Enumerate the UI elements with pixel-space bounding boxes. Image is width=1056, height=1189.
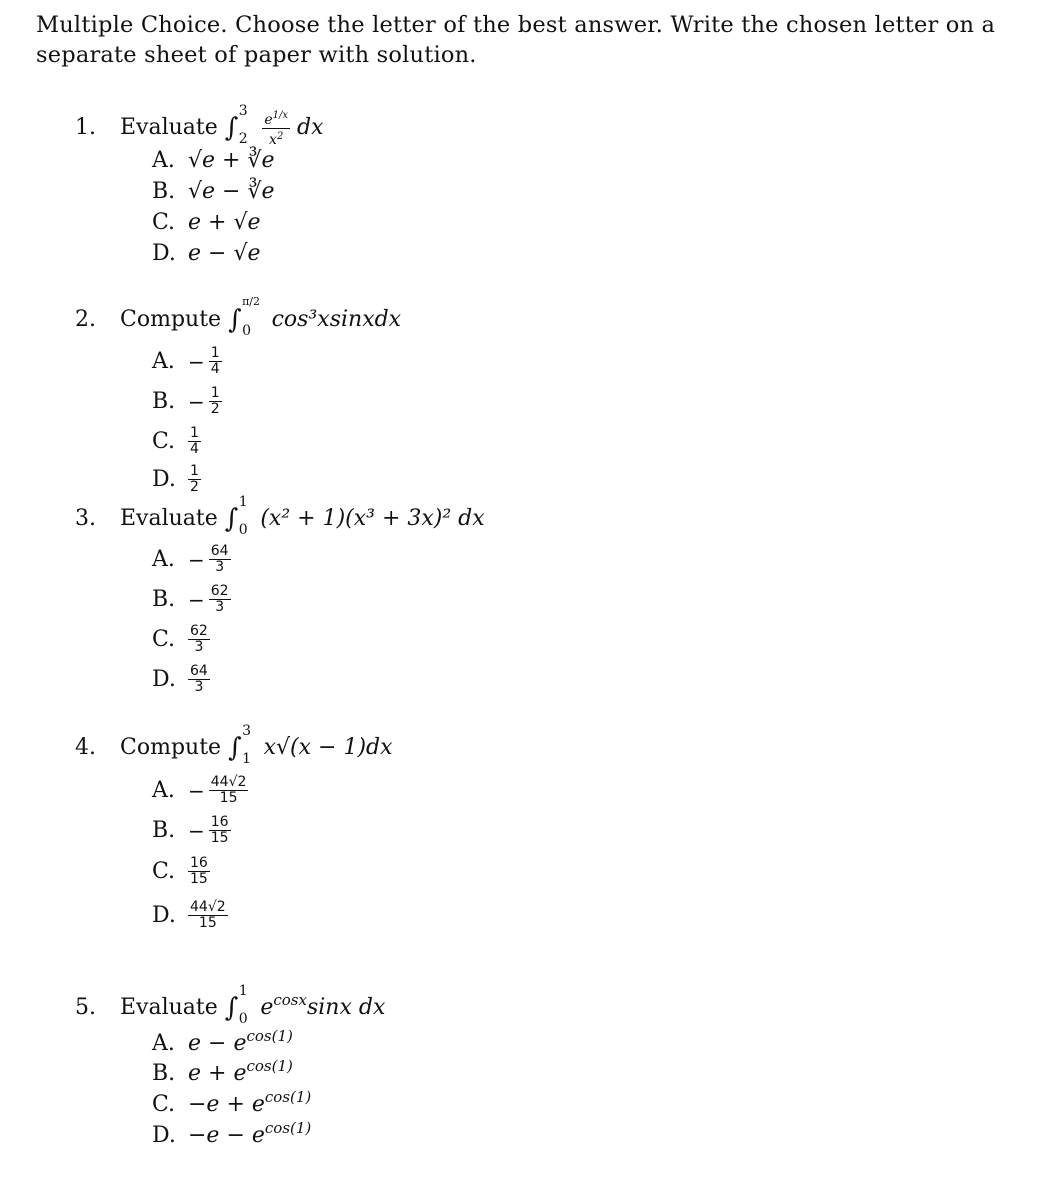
q4-option-d[interactable]: D. $\frac{44√2}{15}$ [152, 899, 226, 931]
q3-option-a[interactable]: A. − $\frac{64}{3}$ [152, 543, 229, 575]
q4-option-a[interactable]: A. − $\frac{44√2}{15}$ [152, 774, 247, 806]
q5-option-b[interactable]: B. $e + e^{cos(1)}$ [152, 1057, 293, 1086]
integral-expression: ∫ 3 2 $\frac{e^{1/x}}{x^2}$ dx [224, 103, 324, 148]
q1-option-b[interactable]: B. √e − ∛e [152, 179, 275, 204]
q5-option-d[interactable]: D. $-e - e^{cos(1)}$ [152, 1119, 312, 1148]
integral-expression: ∫ π/2 0 cos³xsinxdx [228, 295, 402, 339]
q4-option-b[interactable]: B. − $\frac{16}{15}$ [152, 814, 229, 846]
integral-expression: ∫ 3 1 x√(x − 1)dx [228, 723, 393, 767]
q4-option-c[interactable]: C. $\frac{16}{15}$ [152, 855, 208, 887]
integral-expression: ∫ 1 0 $e^{cosx}\sin x$ dx [224, 983, 386, 1027]
question-3 [75, 494, 485, 538]
question-verb: Evaluate [120, 995, 218, 1020]
question-4 [75, 723, 393, 767]
q1-option-a[interactable]: A. √e + ∛e [152, 148, 275, 173]
question-verb: Compute [120, 307, 222, 332]
q2-option-d[interactable]: D. $\frac{1}{2}$ [152, 463, 199, 495]
question-number: 5. [75, 995, 96, 1020]
question-number: 2. [75, 307, 96, 332]
q3-option-b[interactable]: B. − $\frac{62}{3}$ [152, 583, 229, 615]
instructions: Multiple Choice. Choose the letter of the best answer. Write the chosen letter on a separate sheet of paper with solution. [36, 12, 996, 68]
question-verb: Compute [120, 735, 222, 760]
question-verb: Evaluate [120, 506, 218, 531]
question-2 [75, 295, 402, 339]
q2-option-b[interactable]: B. − $\frac{1}{2}$ [152, 385, 220, 417]
question-verb: Evaluate [120, 115, 218, 140]
integral-expression: ∫ 1 0 (x² + 1)(x³ + 3x)² dx [224, 494, 485, 538]
q1-option-c[interactable]: C. e + √e [152, 210, 261, 235]
q3-option-d[interactable]: D. $\frac{64}{3}$ [152, 663, 208, 695]
q1-option-d[interactable]: D. e − √e [152, 241, 261, 266]
question-5 [75, 983, 386, 1027]
question-1 [75, 103, 324, 148]
question-number: 1. [75, 115, 96, 140]
q2-option-c[interactable]: C. $\frac{1}{4}$ [152, 425, 199, 457]
q5-option-c[interactable]: C. $-e + e^{cos(1)}$ [152, 1088, 312, 1117]
q3-option-c[interactable]: C. $\frac{62}{3}$ [152, 623, 208, 655]
q2-option-a[interactable]: A. − $\frac{1}{4}$ [152, 345, 220, 377]
q5-option-a[interactable]: A. $e - e^{cos(1)}$ [152, 1027, 293, 1056]
question-number: 3. [75, 506, 96, 531]
question-number: 4. [75, 735, 96, 760]
